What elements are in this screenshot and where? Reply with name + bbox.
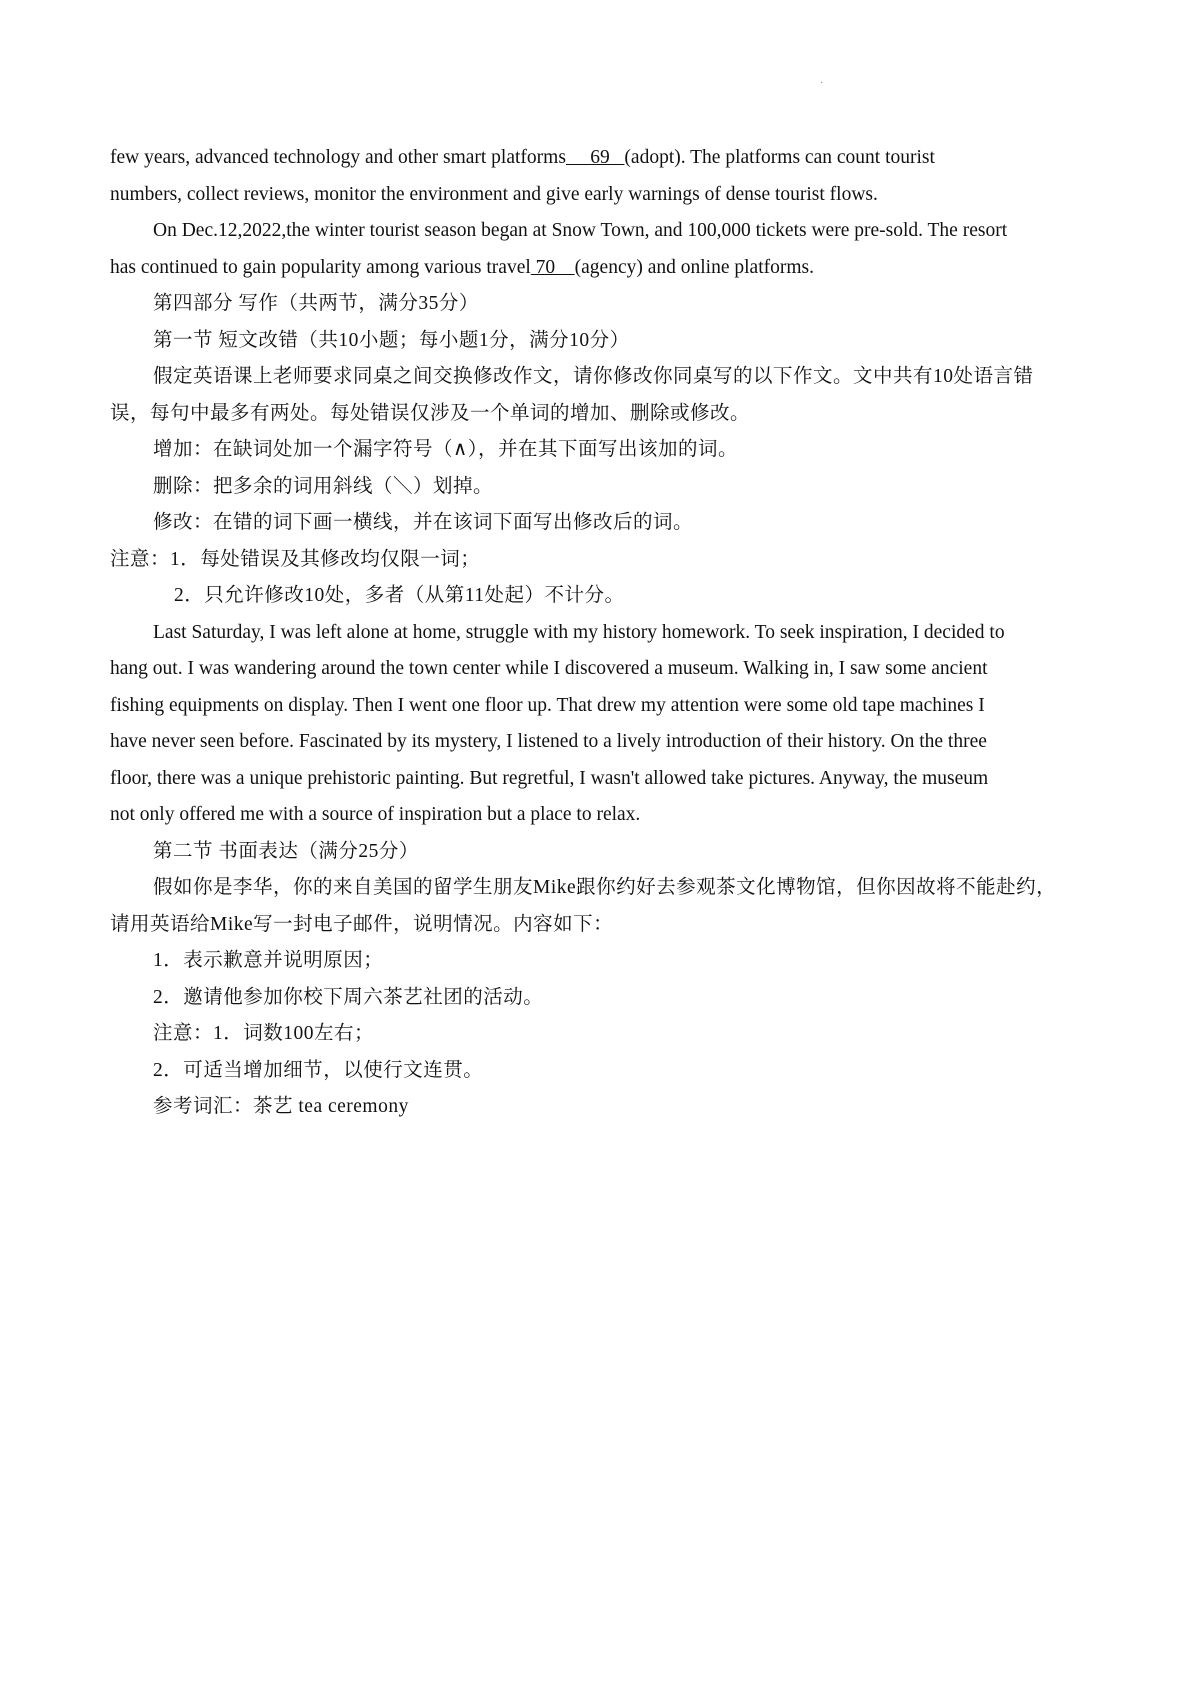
instruction-line-2: 误，每句中最多有两处。每处错误仅涉及一个单词的增加、删除或修改。 xyxy=(110,402,751,424)
essay-line-1: Last Saturday, I was left alone at home, struggle with my history homework. To seek inspiration, I decided to xyxy=(153,621,1005,643)
note-line-2: 2．只允许修改10处，多者（从第11处起）不计分。 xyxy=(174,585,625,606)
passage-line-1: few years, advanced technology and other smart platforms 69 (adopt). The platforms can count tourist xyxy=(110,147,935,168)
writing-note-1: 注意：1．词数100左右； xyxy=(153,1023,375,1044)
passage-line-4: has continued to gain popularity among various travel 70 (agency) and online platforms. xyxy=(110,256,814,278)
page-mark: · xyxy=(820,78,824,89)
passage-line-2: numbers, collect reviews, monitor the environment and give early warnings of dense tourist flows. xyxy=(110,183,878,205)
section-heading-writing: 第二节 书面表达（满分25分） xyxy=(153,840,419,862)
essay-line-2: hang out. I was wandering around the town center while I discovered a museum. Walking in, I saw some ancient xyxy=(110,658,988,679)
page-content xyxy=(110,140,1100,1126)
writing-prompt-line-2: 请用英语给Mike写一封电子邮件，说明情况。内容如下： xyxy=(110,913,614,935)
essay-line-6: not only offered me with a source of inspiration but a place to relax. xyxy=(110,804,641,825)
section-heading-part4: 第四部分 写作（共两节，满分35分） xyxy=(153,293,479,314)
blank-70: 70 xyxy=(530,256,575,278)
instruction-modify: 修改：在错的词下画一横线，并在该词下面写出修改后的词。 xyxy=(153,512,694,533)
writing-prompt-line-1: 假如你是李华，你的来自美国的留学生朋友Mike跟你约好去参观茶文化博物馆，但你因故将不能赴约， xyxy=(153,877,1057,898)
writing-point-1: 1．表示歉意并说明原因； xyxy=(153,950,384,971)
instruction-add: 增加：在缺词处加一个漏字符号（∧），并在其下面写出该加的词。 xyxy=(153,439,739,460)
essay-line-4: have never seen before. Fascinated by its mystery, I listened to a lively introduction of their history. On the three xyxy=(110,731,987,752)
instruction-delete: 删除：把多余的词用斜线（＼）划掉。 xyxy=(153,475,494,497)
blank-69: 69 xyxy=(565,147,625,168)
note-line-1: 注意：1．每处错误及其修改均仅限一词； xyxy=(110,548,481,570)
essay-line-5: floor, there was a unique prehistoric painting. But regretful, I wasn't allowed take pictures. Anyway, the museum xyxy=(110,767,989,789)
essay-line-3: fishing equipments on display. Then I went one floor up. That drew my attention were some old tape machines I xyxy=(110,694,985,716)
writing-point-2: 2．邀请他参加你校下周六茶艺社团的活动。 xyxy=(153,986,544,1008)
instruction-line-1: 假定英语课上老师要求同桌之间交换修改作文，请你修改你同桌写的以下作文。文中共有10处语言错 xyxy=(153,366,1034,387)
reference-vocabulary: 参考词汇：茶艺 tea ceremony xyxy=(153,1096,409,1117)
passage-line-3: On Dec.12,2022,the winter tourist season began at Snow Town, and 100,000 tickets were pre-sold. The resort xyxy=(153,220,1008,241)
writing-note-2: 2．可适当增加细节，以使行文连贯。 xyxy=(153,1059,484,1081)
section-heading-error-correction: 第一节 短文改错（共10小题；每小题1分，满分10分） xyxy=(153,329,630,351)
